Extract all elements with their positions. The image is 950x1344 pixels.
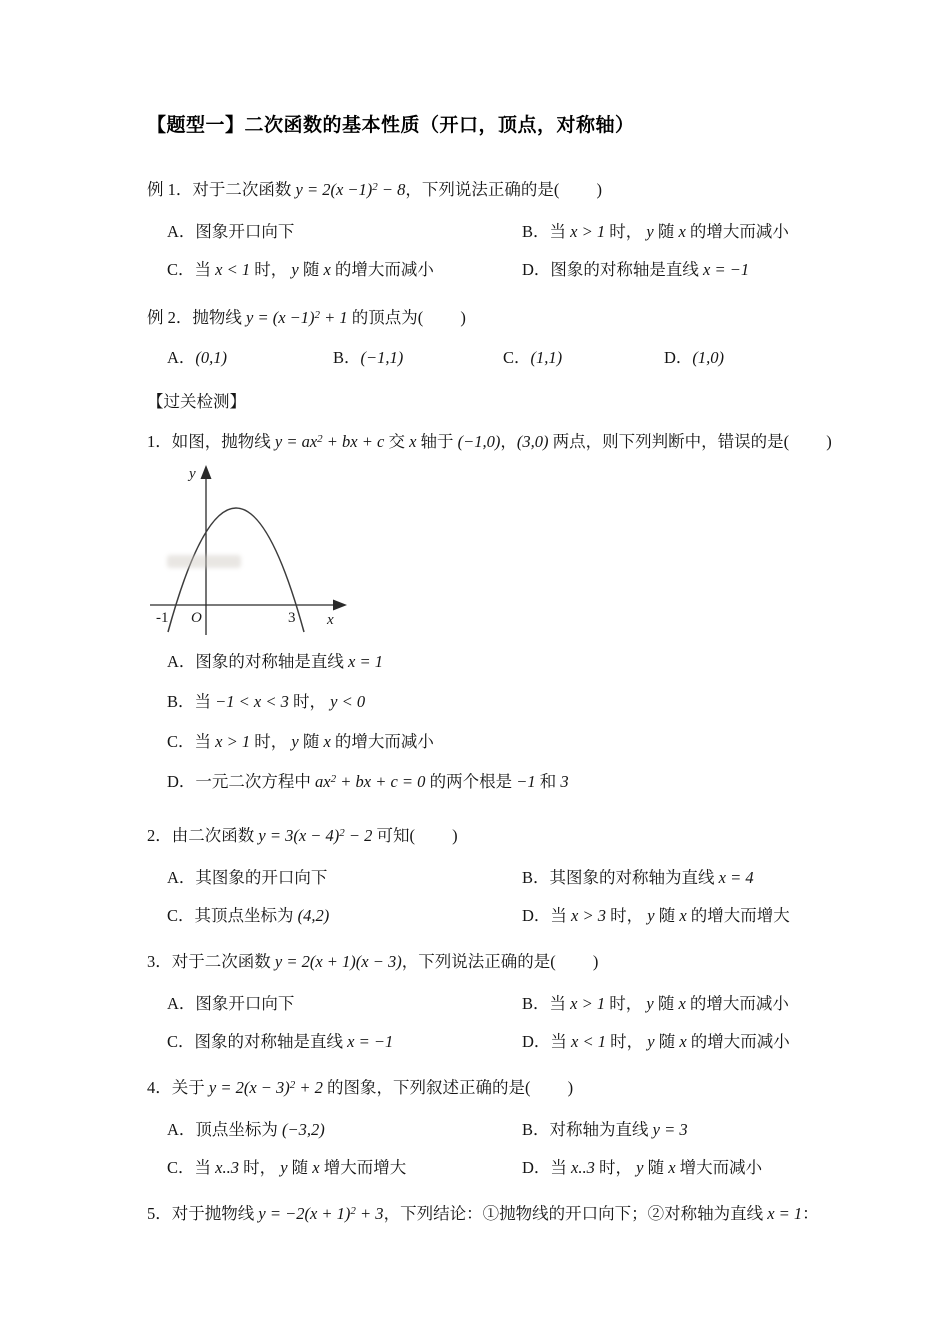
example-2-option-b: B．(−1,1) [333,348,404,367]
origin-label: O [191,610,202,626]
x-axis-arrow-icon [333,600,347,611]
section-header: 【过关检测】 [147,392,246,411]
question-4-option-c: C．当 x..3 时， y 随 x 增大而增大 [167,1158,407,1177]
question-4-option-a: A．顶点坐标为 (−3,2) [167,1120,325,1139]
scan-smudge [167,555,241,568]
question-2-stem: 2．由二次函数 $y = 3(x - 4)^2 - 2$ 可知( ) [147,826,458,845]
tick-label-3: 3 [288,610,296,626]
question-1 [147,427,832,797]
example-1 [147,175,832,285]
question-4-stem: 4．关于 $y = 2(x - 3)^2 + 2$ 的图象，下列叙述正确的是( ) [147,1078,574,1097]
example-2-option-d: D．(1,0) [664,348,725,367]
question-3-option-c: C．图象的对称轴是直线 x = −1 [167,1032,394,1051]
example-2-stem: 例 2．抛物线 $y = (x -1)^2 + 1$ 的顶点为( ) [147,308,466,327]
example-1-options [147,217,832,285]
example-1-option-c: C．当 x < 1 时， y 随 x 的增大而减小 [167,260,434,279]
example-1-option-b: B．当 x > 1 时， y 随 x 的增大而减小 [522,222,789,241]
question-1-option-c: C．当 x > 1 时， y 随 x 的增大而减小 [167,732,434,751]
question-3-options [147,989,832,1057]
question-1-option-a: A．图象的对称轴是直线 x = 1 [167,652,384,671]
question-4-options [147,1115,832,1183]
y-axis-arrow-icon [201,465,212,479]
question-1-option-d: D．一元二次方程中 $ax^2$ + bx + c = 0 的两个根是 −1 和 3 [167,772,569,791]
example-1-option-a: A．图象开口向下 [167,222,295,241]
question-3-option-b: B．当 x > 1 时， y 随 x 的增大而减小 [522,994,789,1013]
tick-label-minus1: -1 [156,610,169,626]
example-2-options [147,343,832,373]
question-2 [147,821,832,931]
question-2-option-d: D．当 x > 3 时， y 随 x 的增大而增大 [522,906,790,925]
question-3-option-d: D．当 x < 1 时， y 随 x 的增大而减小 [522,1032,790,1051]
parabola-graph-svg [149,465,353,637]
question-1-option-b: B．当 −1 < x < 3 时， y < 0 [167,692,366,711]
example-2-option-a: A．(0,1) [167,348,228,367]
question-3-option-a: A．图象开口向下 [167,994,295,1013]
question-1-options [147,647,832,797]
y-axis-label: y [189,466,196,482]
page-title: 【题型一】二次函数的基本性质（开口，顶点，对称轴） [147,115,635,136]
question-4 [147,1073,832,1183]
question-5-stem: 5．对于抛物线 $y = -2(x + 1)^2 + 3$，下列结论：①抛物线的开口向下；②对称轴为直线 x = 1： [147,1204,819,1223]
example-2-option-c: C．(1,1) [503,348,563,367]
question-3-stem: 3．对于二次函数 y = 2(x + 1)(x − 3)，下列说法正确的是( ) [147,952,599,971]
question-2-options [147,863,832,931]
question-5 [147,1199,832,1229]
question-4-option-b: B．对称轴为直线 y = 3 [522,1120,688,1139]
parabola-curve [168,508,304,632]
x-axis-label: x [327,612,334,628]
question-3 [147,947,832,1057]
question-4-option-d: D．当 x..3 时， y 随 x 增大而减小 [522,1158,763,1177]
example-1-stem: 例 1．对于二次函数 $y = 2(x -1)^2 - 8$，下列说法正确的是( ) [147,180,603,199]
example-1-option-d: D．图象的对称轴是直线 x = −1 [522,260,750,279]
question-1-stem: 1．如图，抛物线 $y = ax^2$ + bx + c 交 x 轴于 (−1,0)，(3,0) 两点，则下列判断中，错误的是( ) [147,432,832,451]
example-2 [147,303,832,373]
question-2-option-a: A．其图象的开口向下 [167,868,328,887]
question-2-option-b: B．其图象的对称轴为直线 x = 4 [522,868,754,887]
question-2-option-c: C．其顶点坐标为 (4,2) [167,906,330,925]
parabola-graph [149,465,359,637]
